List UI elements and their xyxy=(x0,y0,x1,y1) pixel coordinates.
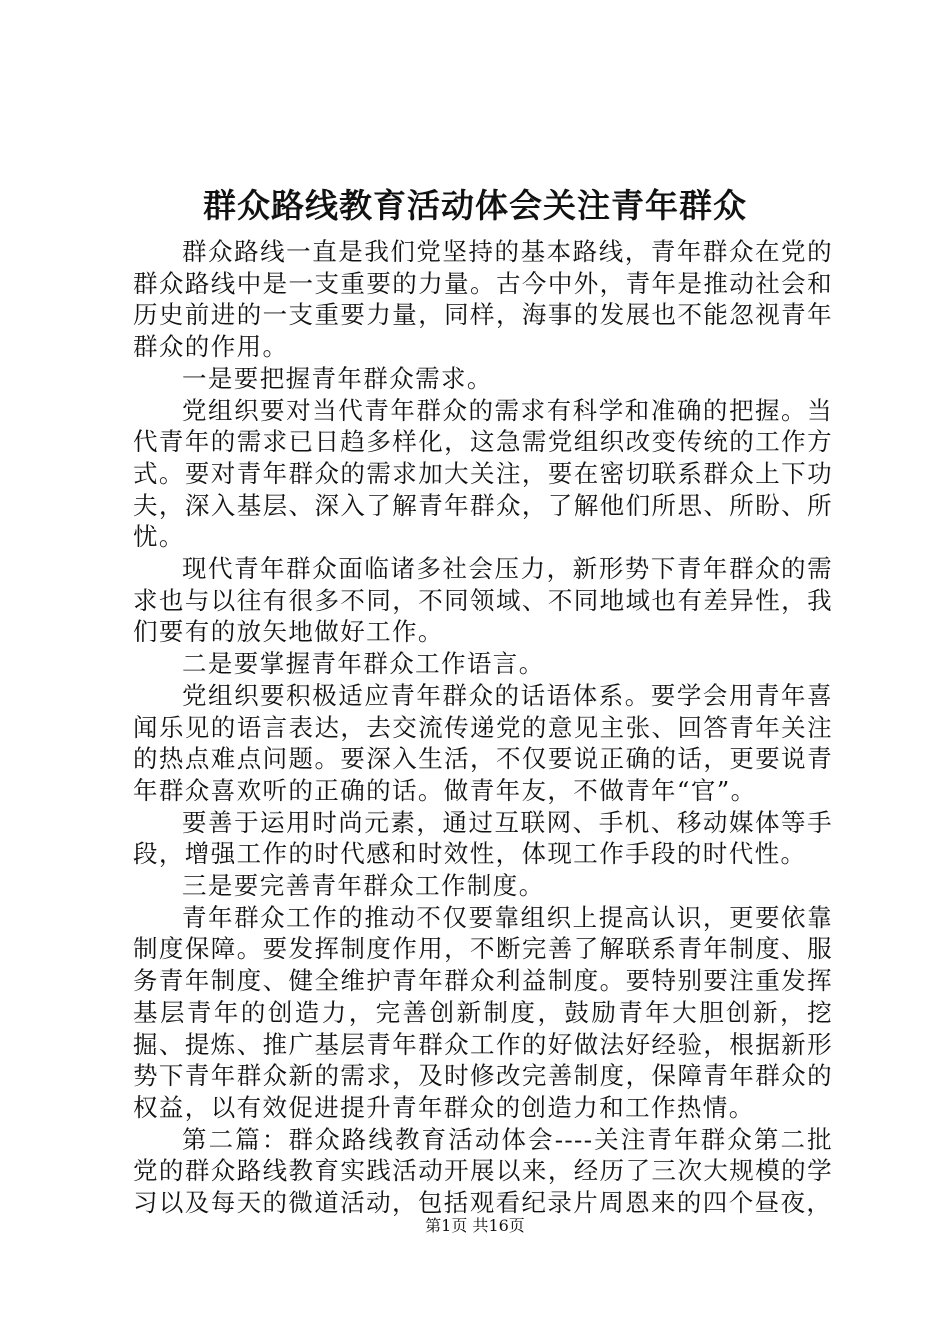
paragraph-intro: 群众路线一直是我们党坚持的基本路线，青年群众在党的群众路线中是一支重要的力量。古今中外，青年是推动社会和历史前进的一支重要力量，同样，海事的发展也不能忽视青年群众的作用。 xyxy=(133,237,833,362)
page-footer: 第1页 共16页 xyxy=(425,1216,525,1235)
paragraph-fashion: 要善于运用时尚元素，通过互联网、手机、移动媒体等手段，增强工作的时代感和时效性，体现工作手段的时代性。 xyxy=(133,807,833,869)
paragraph-needs: 党组织要对当代青年群众的需求有科学和准确的把握。当代青年的需求已日趋多样化，这急需党组织改变传统的工作方式。要对青年群众的需求加大关注，要在密切联系群众上下功夫，深入基层、深入了解青年群众，了解他们所思、所盼、所忧。 xyxy=(133,395,833,552)
paragraph-pressure: 现代青年群众面临诸多社会压力，新形势下青年群众的需求也与以往有很多不同，不同领域、不同地域也有差异性，我们要有的放矢地做好工作。 xyxy=(133,554,833,647)
paragraph-system: 青年群众工作的推动不仅要靠组织上提高认识，更要依靠制度保障。要发挥制度作用，不断完善了解联系青年制度、服务青年制度、健全维护青年群众利益制度。要特别要注重发挥基层青年的创造力，完善创新制度，鼓励青年大胆创新，挖掘、提炼、推广基层青年群众工作的好做法好经验，根据新形势下青年群众新的需求，及时修改完善制度，保障青年群众的权益，以有效促进提升青年群众的创造力和工作热情。 xyxy=(133,902,833,1122)
document-body xyxy=(133,236,833,1219)
document-title: 群众路线教育活动体会关注青年群众 xyxy=(203,186,747,225)
paragraph-heading-2: 二是要掌握青年群众工作语言。 xyxy=(182,649,545,679)
paragraph-language: 党组织要积极适应青年群众的话语体系。要学会用青年喜闻乐见的语言表达，去交流传递党的意见主张、回答青年关注的热点难点问题。要深入生活，不仅要说正确的话，更要说青年群众喜欢听的正确的话。做青年友，不做青年“官”。 xyxy=(133,680,833,805)
paragraph-heading-1: 一是要把握青年群众需求。 xyxy=(182,363,493,393)
paragraph-heading-3: 三是要完善青年群众工作制度。 xyxy=(182,871,545,901)
paragraph-second-article: 第二篇：群众路线教育活动体会----关注青年群众第二批党的群众路线教育实践活动开展以来，经历了三次大规模的学习以及每天的微道活动，包括观看纪录片周恩来的四个昼夜， xyxy=(133,1124,833,1218)
